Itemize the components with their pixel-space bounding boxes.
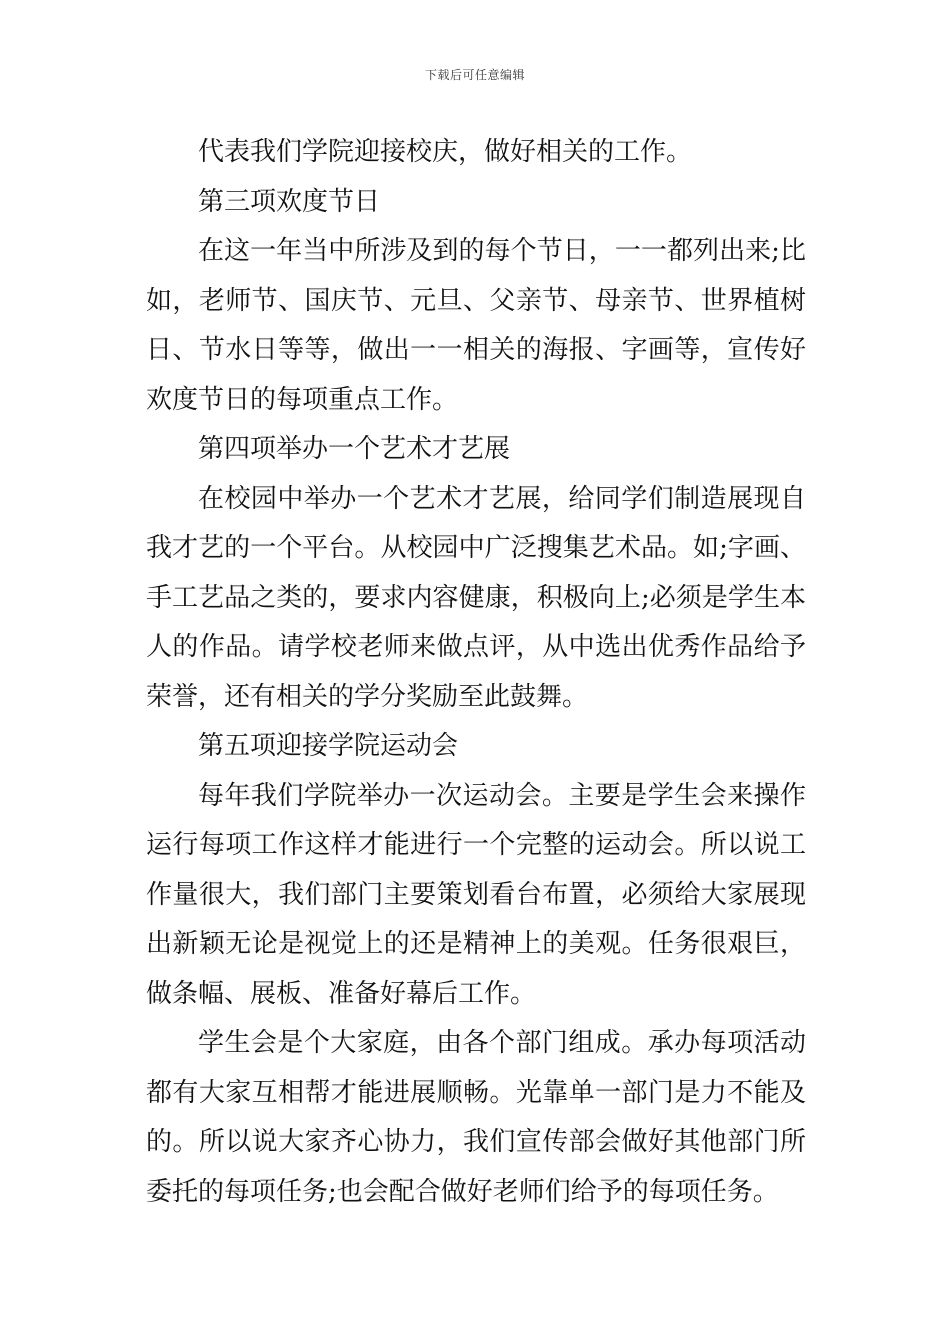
paragraph: 每年我们学院举办一次运动会。主要是学生会来操作运行每项工作这样才能进行一个完整的运动会。所以说工作量很大，我们部门主要策划看台布置，必须给大家展现出新颖无论是视觉上的还是精神上的美观。任务很艰巨，做条幅、展板、准备好幕后工作。 (146, 780, 806, 1009)
section-heading: 第四项举办一个艺术才艺展 (198, 434, 511, 464)
section-heading: 第三项欢度节日 (198, 186, 381, 217)
document-body (146, 128, 806, 1217)
paragraph: 在这一年当中所涉及到的每个节日，一一都列出来;比如，老师节、国庆节、元旦、父亲节、母亲节、世界植树日、节水日等等，做出一一相关的海报、字画等，宣传好欢度节日的每项重点工作。 (146, 236, 806, 415)
paragraph: 代表我们学院迎接校庆，做好相关的工作。 (198, 137, 693, 167)
paragraph: 学生会是个大家庭，由各个部门组成。承办每项活动都有大家互相帮才能进展顺畅。光靠单一部门是力不能及的。所以说大家齐心协力，我们宣传部会做好其他部门所委托的每项任务;也会配合做好老师们给予的每项任务。 (146, 1028, 806, 1207)
paragraph: 在校园中举办一个艺术才艺展，给同学们制造展现自我才艺的一个平台。从校园中广泛搜集艺术品。如;字画、手工艺品之类的，要求内容健康，积极向上;必须是学生本人的作品。请学校老师来做点评，从中选出优秀作品给予荣誉，还有相关的学分奖励至此鼓舞。 (146, 483, 806, 712)
section-heading: 第五项迎接学院运动会 (198, 731, 459, 761)
header-note: 下载后可任意编辑 (424, 68, 525, 82)
